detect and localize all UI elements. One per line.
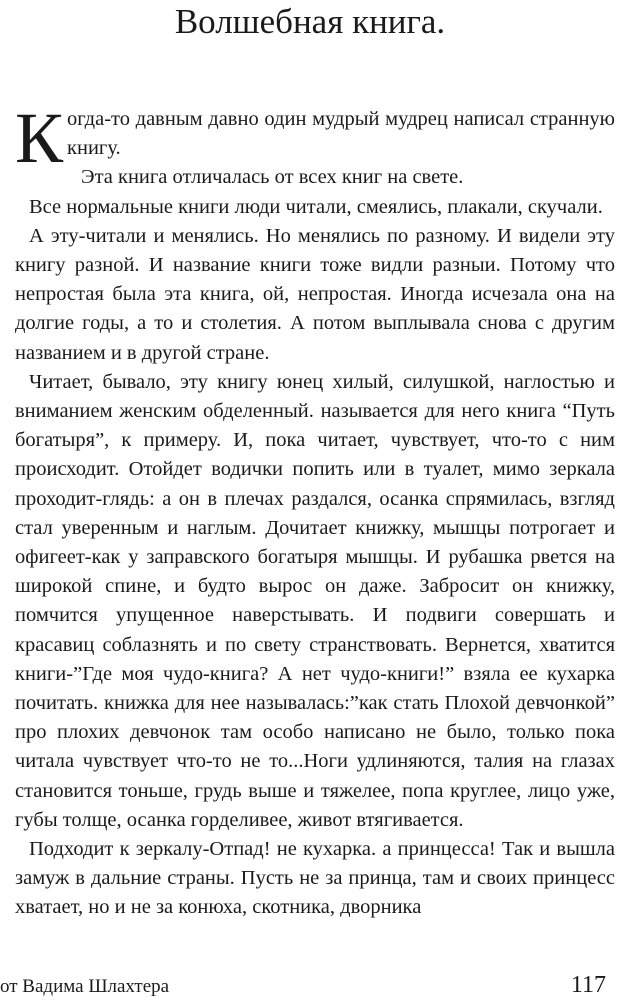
paragraph-3: Все нормальные книги люди читали, смеялись, плакали, скучали. [29, 195, 603, 218]
paragraph-4: А эту-читали и менялись. Но менялись по разному. И видели эту книгу разной. И название книги тоже видли разныи. Потому что непростая была эта книга, ой, непростая. Иногда исчезала она на долгие годы, а то и столетия. А потом выплывала снова с другим названием и в другой стране. [15, 224, 615, 364]
page-number: 117 [570, 972, 606, 998]
footer-author: от Вадима Шлахтера [0, 976, 170, 997]
drop-cap: К [15, 98, 64, 178]
paragraph-6: Подходит к зеркалу-Отпад! не кухарка. а принцесса! Так и вышла замуж в дальние страны. Пусть не за принца, там и своих принцесс хватает, но и не за конюха, скотника, дворника [15, 838, 615, 919]
page-title: Волшебная книга. [174, 2, 446, 41]
paragraph-1-text: огда-то давным давно один мудрый мудрец написал странную книгу. [67, 108, 615, 160]
body-text [15, 98, 615, 923]
paragraph-2: Эта книга отличалась от всех книг на свете. [81, 166, 464, 189]
paragraph-5: Читает, бывало, эту книгу юнец хилый, силушкой, наглостью и вниманием женским обделенный. называется для него книга “Путь богатыря”, к примеру. И, пока читает, чувствует, что-то с ним происходит. Отойдет водички попить или в туалет, мимо зеркала проходит-глядь: а он в плечах раздался, осанка спрямилась, взгляд стал уверенным и наглым. Дочитает книжку, мышцы потрогает и офигеет-как у заправского богатыря мышцы. И рубашка рвется на широкой спине, и будто вырос он даже. Забросит он книжку, помчится упущенное наверстывать. И подвиги совершать и красавиц соблазнять и по свету странствовать. Вернется, хватится книги-”Где моя чудо-книга? А нет чудо-книги!” взяла ее кухарка почитать. книжка для нее называлась:”как стать Плохой девчонкой” про плохих девчонок там особо написано не было, только пока читала чувствует что-то не то...Ноги удлиняются, талия на глазах становится тоньше, грудь выше и тяжелее, попа круглее, лицо уже, губы толще, осанка горделивее, живот втягивается. [15, 370, 615, 831]
